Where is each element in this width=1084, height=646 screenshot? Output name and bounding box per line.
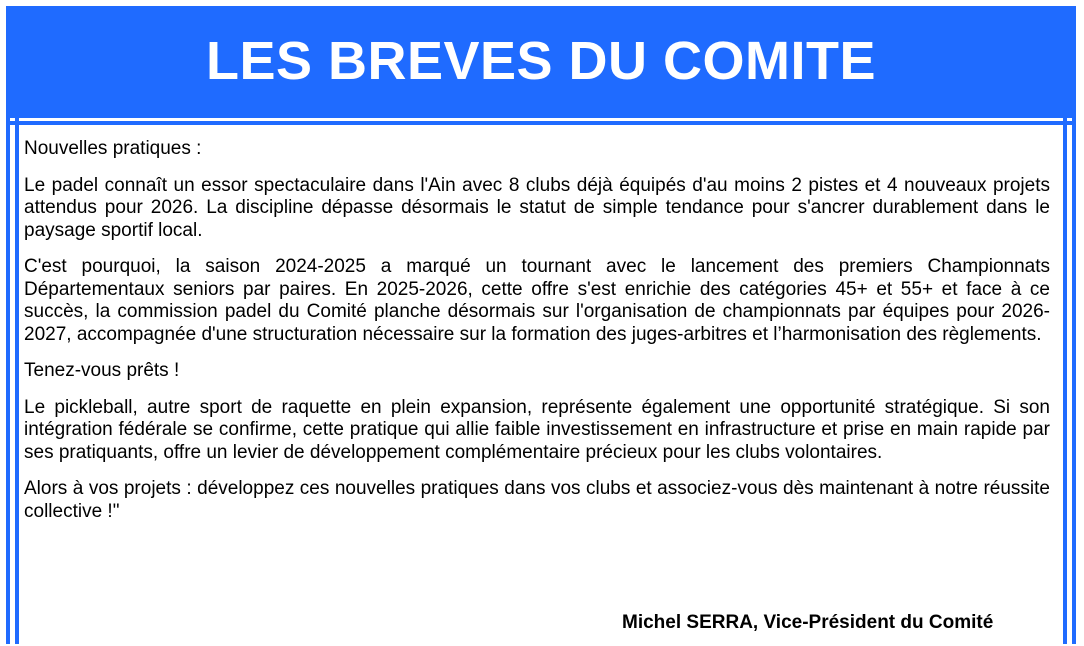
header-banner [6,6,1076,114]
paragraph-call: Tenez-vous prêts ! [24,360,180,381]
article-body [24,138,1050,537]
right-border-inner [1063,114,1067,644]
paragraph-closing: Alors à vos projets : développez ces nouvelles pratiques dans vos clubs et associez-vous dès maintenant à notre réussite collective !" [24,478,1050,522]
paragraph-pickleball: Le pickleball, autre sport de raquette en plein expansion, représente également une opportunité stratégique. Si son intégration fédérale se confirme, cette pratique qui allie faible investissement en infrastructure et prise en main rapide par ses pratiquants, offre un levier de développement complémentaire précieux pour les clubs volontaires. [24,396,1050,463]
author-signature: Michel SERRA, Vice-Président du Comité [622,612,994,633]
paragraph-padel: Le padel connaît un essor spectaculaire dans l'Ain avec 8 clubs déjà équipés d'au moins 2 pistes et 4 nouveaux projets attendus pour 2026. La discipline dépasse désormais le statut de simple tendance pour s'ancrer durablement dans le paysage sportif local. [24,174,1050,241]
right-border-outer [1072,114,1076,644]
left-border-inner [15,114,19,644]
page-title: LES BREVES DU COMITE [205,31,877,91]
left-border-outer [6,114,10,644]
top-border-inner [6,121,1076,125]
top-border-outer [6,114,1076,118]
paragraph-championships: C'est pourquoi, la saison 2024-2025 a marqué un tournant avec le lancement des premiers Championnats Départementaux seniors par paires. En 2025-2026, cette offre s'est enrichie des catégories 45+ et 55+ et face à ce succès, la commission padel du Comité planche désormais sur l'organisation de championnats par équipes pour 2026-2027, accompagnée d'une structuration nécessaire sur la formation des juges-arbitres et l’harmonisation des règlements. [24,256,1050,345]
article-heading: Nouvelles pratiques : [24,138,202,159]
